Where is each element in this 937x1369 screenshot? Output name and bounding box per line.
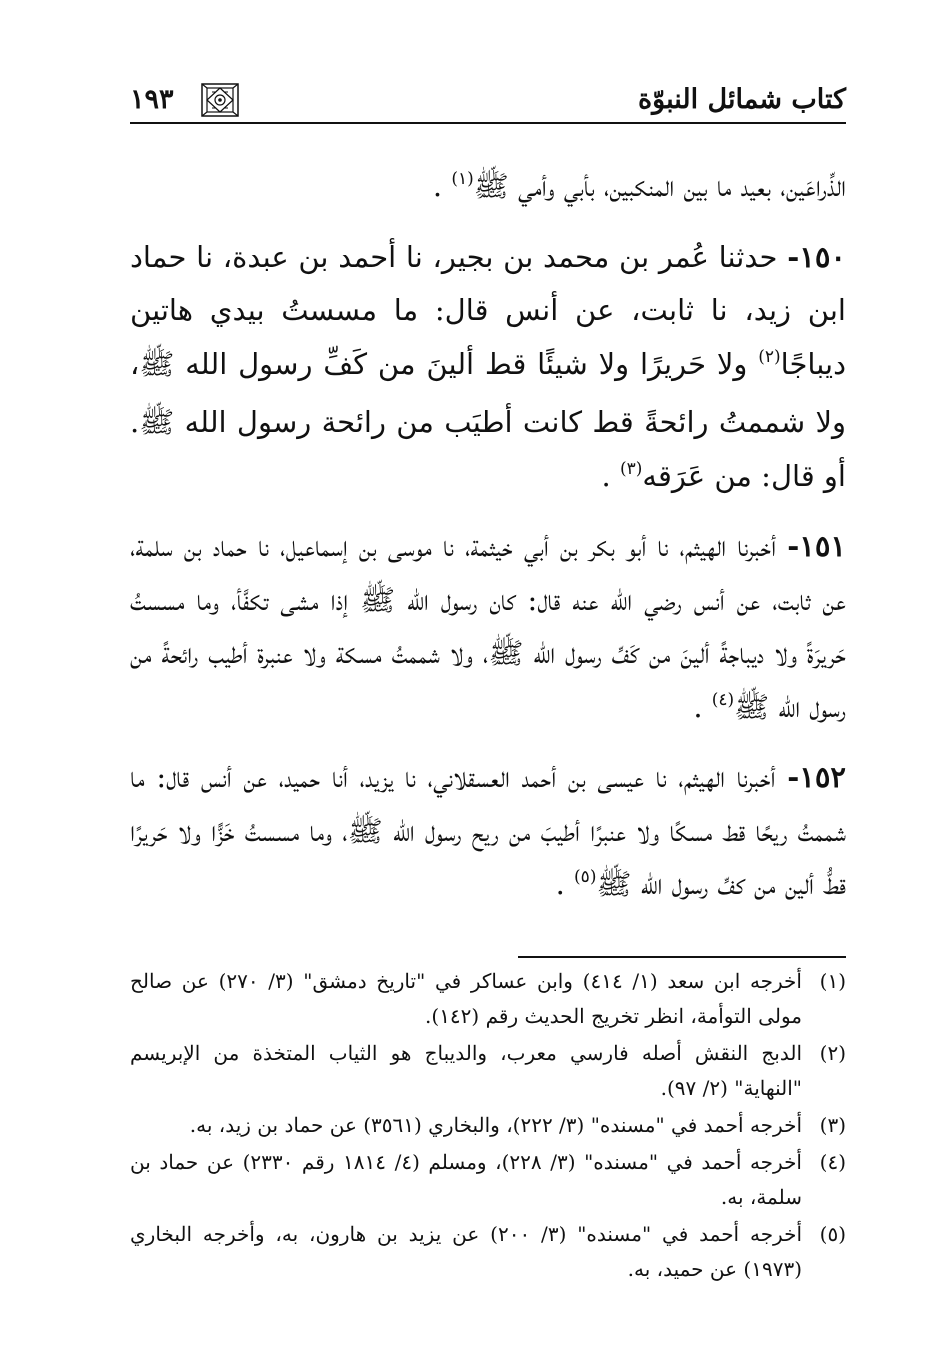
footnote-ref: (٤) — [711, 689, 735, 710]
footnote — [130, 1036, 846, 1106]
footnote-text: الدبج النقش أصله فارسي معرب، والديباج هو الثياب المتخذة من الإبريسم "النهاية" (٢/ ٩٧). — [130, 1041, 802, 1100]
hadith-150 — [130, 231, 846, 509]
paragraph-continuation — [130, 160, 846, 219]
footnote-number: (٤) — [819, 1150, 846, 1174]
paragraph-text: ولا حَريرًا ولا شيئًا قط ألينَ من كَفِّ رسول الله ﷺ، ولا شممتُ رائحةً قط كانت أطيَب من رائحة رسول الله ﷺ. أو قال: من عَرَقه — [130, 346, 846, 493]
paragraph-end: . — [601, 458, 611, 493]
footnote-number: (٥) — [819, 1222, 846, 1246]
footnote — [130, 964, 846, 1034]
ornament-icon — [198, 80, 242, 120]
paragraph-text: الذِّراعَين، بعيد ما بين المنكبين، بأبي وأمي ﷺ — [473, 169, 846, 203]
paragraph-text: أخبرنا الهيثم، نا أبو بكر بن أبي خيثمة، نا موسى بن إسماعيل، نا حماد بن سلمة، عن ثابت، عن أنس رضي الله عنه قال: كان رسول الله ﷺ إذا مشى تكفَّأ، وما مسستُ حَريرَةً ولا ديباجةً ألينَ من كَفِّ رسول الله ﷺ، ولا شممتُ مسكة ولا عنبرة أطيب رائحةً من رسول الله ﷺ — [130, 529, 846, 724]
main-text — [130, 160, 846, 929]
footnote-text: أخرجه أحمد في "مسنده" (٣/ ٢٢٢)، والبخاري (٣٥٦١) عن حماد بن زيد، به. — [189, 1113, 802, 1137]
paragraph-text: حدثنا عُمر بن محمد بن بجير، نا أحمد بن عبدة، نا حماد ابن زيد، نا ثابت، عن أنس قال: ما مسستُ بيدي هاتين ديباجًا — [130, 239, 847, 381]
header-rule — [130, 122, 846, 124]
footnote-text: أخرجه أحمد في "مسنده" (٣/ ٢٠٠) عن يزيد بن هارون، به، وأخرجه البخاري (١٩٧٣) عن حميد، به. — [130, 1222, 803, 1281]
footnote-ref: (١) — [451, 169, 474, 189]
footnote-rule — [518, 956, 846, 958]
footnote-number: (١) — [819, 969, 846, 993]
paragraph-text: أخبرنا الهيثم، نا عيسى بن أحمد العسقلاني، نا يزيد، أنا حميد، عن أنس قال: ما شممتُ ريحًا قط مسكًا ولا عنبرًا أطيبَ من ريح رسول الله ﷺ، وما مسستُ خَزًّا ولا حَريرًا قطُّ ألين من كفِّ رسول الله ﷺ — [130, 760, 846, 901]
footnote-ref: (٥) — [574, 867, 597, 887]
footnote-text: أخرجه أحمد في "مسنده" (٣/ ٢٢٨)، ومسلم (٤/ ١٨١٤ رقم ٢٣٣٠) عن حماد بن سلمة، به. — [130, 1150, 802, 1209]
page-number: ١٩٣ — [130, 84, 180, 115]
paragraph-end: . — [693, 689, 703, 724]
footnote — [130, 1108, 846, 1143]
hadith-151 — [130, 520, 846, 739]
paragraph-end: . — [555, 867, 565, 901]
hadith-number: ١٥١- — [787, 529, 846, 563]
footnote — [130, 1145, 846, 1215]
paragraph-end: . — [432, 169, 443, 203]
hadith-number: ١٥٠- — [787, 239, 846, 274]
footnote-ref: (٢) — [758, 346, 781, 367]
footnote-number: (٣) — [819, 1113, 846, 1137]
footnote-number: (٢) — [819, 1041, 846, 1065]
footnote — [130, 1217, 846, 1287]
book-title: كتاب شمائل النبوّة — [638, 84, 846, 115]
footnote-text: أخرجه ابن سعد (١/ ٤١٤) وابن عساكر في "تاريخ دمشق" (٣/ ٢٧٠) عن صالح مولى التوأمة، انظر تخريج الحديث رقم (١٤٢). — [130, 969, 802, 1028]
footnotes — [130, 964, 846, 1289]
footnote-ref: (٣) — [619, 458, 643, 479]
running-header — [130, 78, 846, 128]
hadith-number: ١٥٢- — [787, 760, 846, 794]
hadith-152 — [130, 751, 846, 917]
